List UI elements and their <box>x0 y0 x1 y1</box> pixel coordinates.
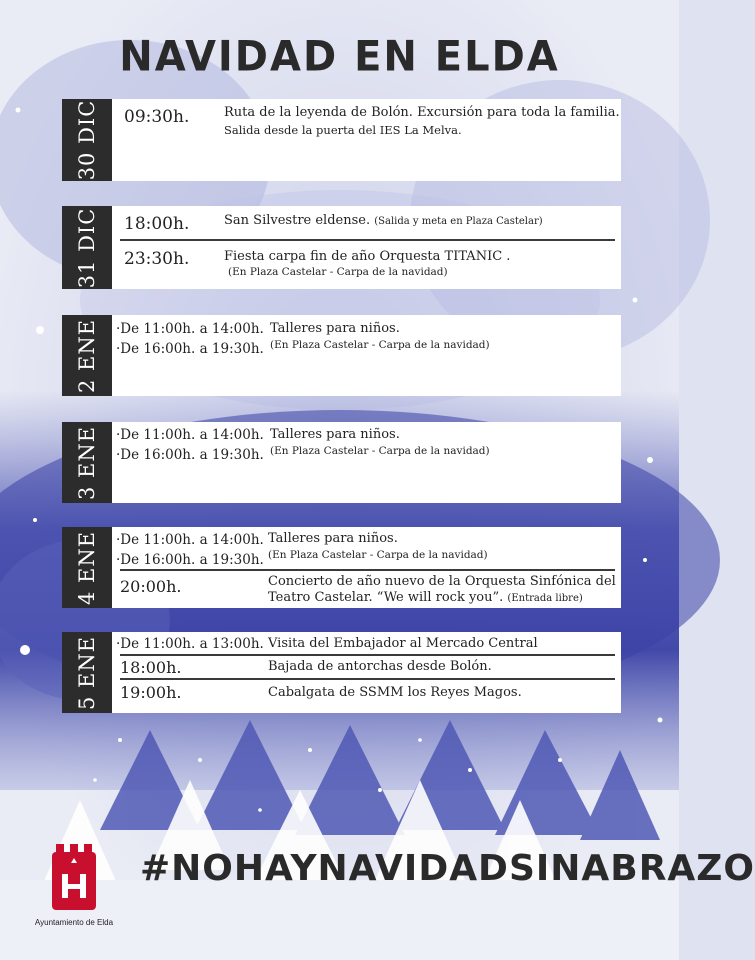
day-card-4-ene <box>62 527 621 608</box>
event-time: 09:30h. <box>124 107 190 127</box>
event-time: 23:30h. <box>124 249 190 269</box>
event-divider <box>120 678 615 680</box>
day-label-tab <box>62 527 112 608</box>
event-time: ·De 11:00h. a 14:00h. <box>116 427 264 443</box>
day-label: 30 DIC <box>75 99 99 181</box>
day-label: 31 DIC <box>75 207 99 288</box>
event-description: Talleres para niños. <box>270 427 400 442</box>
day-label-tab <box>62 632 112 713</box>
day-card-30-dic <box>62 99 621 181</box>
event-title: San Silvestre eldense. <box>224 213 371 228</box>
event-time: ·De 11:00h. a 14:00h. <box>116 321 264 337</box>
event-title-line2: Teatro Castelar. “We will rock you”. <box>268 590 504 605</box>
day-events <box>112 206 621 289</box>
day-label: 5 ENE <box>75 635 99 710</box>
event-description: Ruta de la leyenda de Bolón. Excursión para toda la familia. <box>224 105 620 120</box>
event-time: ·De 16:00h. a 19:30h. <box>116 552 264 568</box>
day-events <box>112 99 621 181</box>
event-description: Talleres para niños. <box>270 321 400 336</box>
event-description: Concierto de año nuevo de la Orquesta Sinfónica del <box>268 574 616 589</box>
page-title: NAVIDAD EN ELDA <box>119 32 560 82</box>
day-events <box>112 527 621 608</box>
day-label: 2 ENE <box>75 318 99 393</box>
logo-caption: Ayuntamiento de Elda <box>34 918 114 927</box>
day-events <box>112 422 621 503</box>
day-label-tab <box>62 99 112 181</box>
event-description: (En Plaza Castelar - Carpa de la navidad) <box>270 445 490 457</box>
event-divider <box>120 654 615 656</box>
event-description: Cabalgata de SSMM los Reyes Magos. <box>268 685 522 700</box>
day-label-tab <box>62 206 112 289</box>
event-time: 20:00h. <box>120 577 182 596</box>
day-label: 3 ENE <box>75 425 99 500</box>
event-note: (Salida y meta en Plaza Castelar) <box>374 216 543 227</box>
day-events <box>112 632 621 713</box>
event-description-line2 <box>268 590 583 605</box>
event-description: (En Plaza Castelar - Carpa de la navidad) <box>270 339 490 351</box>
day-card-2-ene <box>62 315 621 396</box>
event-time: 18:00h. <box>120 658 182 677</box>
day-label-tab <box>62 315 112 396</box>
event-description: Bajada de antorchas desde Bolón. <box>268 659 492 674</box>
event-note: (Entrada libre) <box>507 593 583 604</box>
town-crest-icon <box>50 842 98 912</box>
event-time: ·De 11:00h. a 13:00h. <box>116 636 264 652</box>
event-time: 19:00h. <box>120 683 182 702</box>
day-card-5-ene <box>62 632 621 713</box>
day-label-tab <box>62 422 112 503</box>
day-events <box>112 315 621 396</box>
day-card-3-ene <box>62 422 621 503</box>
event-description: Visita del Embajador al Mercado Central <box>268 636 538 651</box>
city-logo <box>34 842 114 927</box>
event-time: 18:00h. <box>124 214 190 234</box>
event-divider <box>120 569 615 571</box>
event-description-line2: (En Plaza Castelar - Carpa de la navidad) <box>228 266 448 278</box>
event-divider <box>120 239 615 241</box>
event-time: ·De 16:00h. a 19:30h. <box>116 341 264 357</box>
event-time: ·De 11:00h. a 14:00h. <box>116 532 264 548</box>
event-description <box>224 213 543 228</box>
event-description: Fiesta carpa fin de año Orquesta TITANIC . <box>224 249 511 264</box>
event-time: ·De 16:00h. a 19:30h. <box>116 447 264 463</box>
day-label: 4 ENE <box>75 530 99 605</box>
event-description: (En Plaza Castelar - Carpa de la navidad) <box>268 549 488 561</box>
event-description: Talleres para niños. <box>268 531 398 546</box>
hashtag: #NOHAYNAVIDADSINABRAZO <box>140 848 755 889</box>
event-description-line2: Salida desde la puerta del IES La Melva. <box>224 123 462 137</box>
day-card-31-dic <box>62 206 621 289</box>
